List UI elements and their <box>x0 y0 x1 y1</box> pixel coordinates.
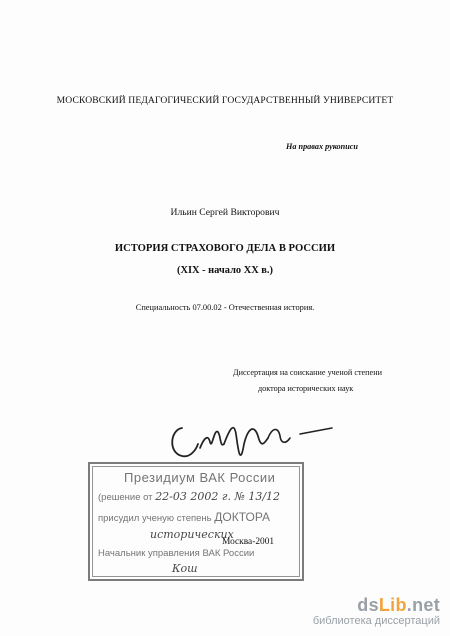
specialty-line: Специальность 07.00.02 - Отечественная история. <box>135 303 315 312</box>
logo-part-net: .net <box>406 595 440 615</box>
stamp-line-decision <box>98 490 280 503</box>
dslib-watermark-logo <box>313 595 440 628</box>
stamp-degree-prefix: присудил ученую степень <box>98 513 212 524</box>
stamp-degree-name: ДОКТОРА <box>214 510 271 524</box>
stamp-handwritten-field: исторических <box>150 528 234 541</box>
vak-stamp <box>88 462 304 581</box>
stamp-handwritten-signature: Кош <box>172 562 198 575</box>
stamp-line-presidium: Президиум ВАК России <box>124 470 276 485</box>
logo-part-ds: ds <box>357 595 379 615</box>
logo-part-lib: Lib <box>378 595 407 615</box>
degree-line-2: доктора исторических наук <box>258 384 354 393</box>
dissertation-title: ИСТОРИЯ СТРАХОВОГО ДЕЛА В РОССИИ <box>114 243 336 254</box>
stamp-decision-prefix: (решение от <box>98 492 153 503</box>
stamp-decision-handwritten: 22-03 2002 г. № 13/12 <box>155 490 281 503</box>
stamp-line-head: Начальник управления ВАК России <box>98 548 255 559</box>
dslib-logo-text <box>313 595 440 615</box>
dissertation-subtitle: (XIX - начало XX в.) <box>177 265 273 276</box>
university-name: МОСКОВСКИЙ ПЕДАГОГИЧЕСКИЙ ГОСУДАРСТВЕННЫЙ УНИВЕРСИТЕТ <box>56 95 394 106</box>
manuscript-rights-note: На правах рукописи <box>286 142 358 151</box>
dslib-tagline: библиотека диссертаций <box>312 615 440 627</box>
city-year: Москва-2001 <box>222 537 275 547</box>
author-name: Ильин Сергей Викторович <box>170 207 280 218</box>
degree-line-1: Диссертация на соискание ученой степени <box>233 368 382 377</box>
stamp-line-degree <box>98 510 270 524</box>
